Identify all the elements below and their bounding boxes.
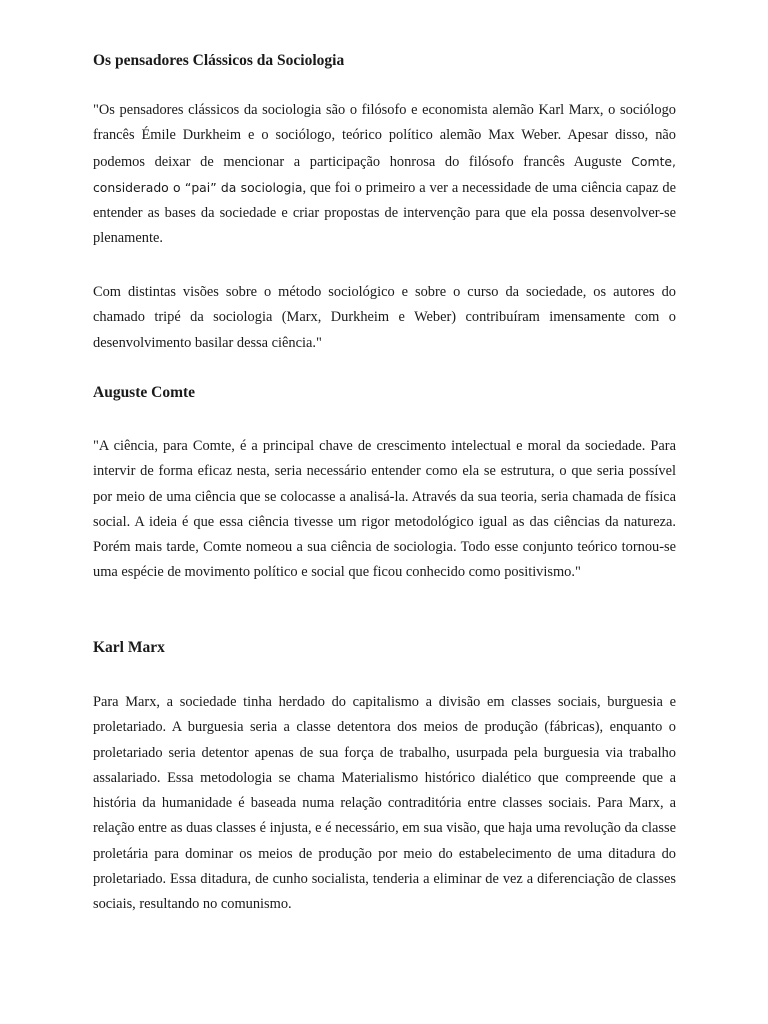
section-heading-comte: Auguste Comte [93, 384, 196, 401]
intro-paragraph-1 [93, 98, 676, 252]
intro-text-sans-fragment: Comte, considerado o “pai” da sociologia [93, 153, 676, 195]
section-heading-marx: Karl Marx [93, 639, 165, 656]
comte-paragraph: "A ciência, para Comte, é a principal chave de crescimento intelectual e moral da sociedade. Para intervir de forma eficaz nesta, seria necessário entender como ela se estrutura, o que seria possível por meio de uma ciência que se colocasse a analisá-la. Através da sua teoria, seria chamada de física social. A ideia é que essa ciência tivesse um rigor metodológico igual as das ciências da natureza. Porém mais tarde, Comte nomeou a sua ciência de sociologia. Todo esse conjunto teórico tornou-se uma espécie de movimento político e social que ficou conhecido como positivismo." [93, 438, 676, 581]
document-title: Os pensadores Clássicos da Sociologia [93, 52, 345, 69]
marx-paragraph: Para Marx, a sociedade tinha herdado do capitalismo a divisão em classes sociais, burguesia e proletariado. A burguesia seria a classe detentora dos meios de produção (fábricas), enquanto o proletariado seria detentor apenas de sua força de trabalho, usurpada pela burguesia via trabalho assalariado. Essa metodologia se chama Materialismo histórico dialético que compreende que a história da humanidade é baseada numa relação contraditória entre classes sociais. Para Marx, a relação entre as duas classes é injusta, e é necessário, em sua visão, que haja uma revolução da classe proletária para dominar os meios de produção por meio do estabelecimento de uma ditadura do proletariado. Essa ditadura, de cunho socialista, tenderia a eliminar de vez a diferenciação de classes sociais, resultando no comunismo. [93, 694, 676, 913]
intro-paragraph-2: Com distintas visões sobre o método sociológico e sobre o curso da sociedade, os autores do chamado tripé da sociologia (Marx, Durkheim e Weber) contribuíram imensamente com o desenvolvimento basilar dessa ciência." [93, 284, 676, 351]
intro-text-part-2: , que foi o primeiro a ver a necessidade de uma ciência capaz de entender as bases da sociedade e criar propostas de intervenção para que ela possa desenvolver-se plenamente. [93, 179, 677, 247]
intro-text-part-1: "Os pensadores clássicos da sociologia são o filósofo e economista alemão Karl Marx, o sociólogo francês Émile Durkheim e o sociólogo, teórico político alemão Max Weber. Apesar disso, não podemos deixar de mencionar a participação honrosa do filósofo francês Auguste [93, 102, 676, 170]
